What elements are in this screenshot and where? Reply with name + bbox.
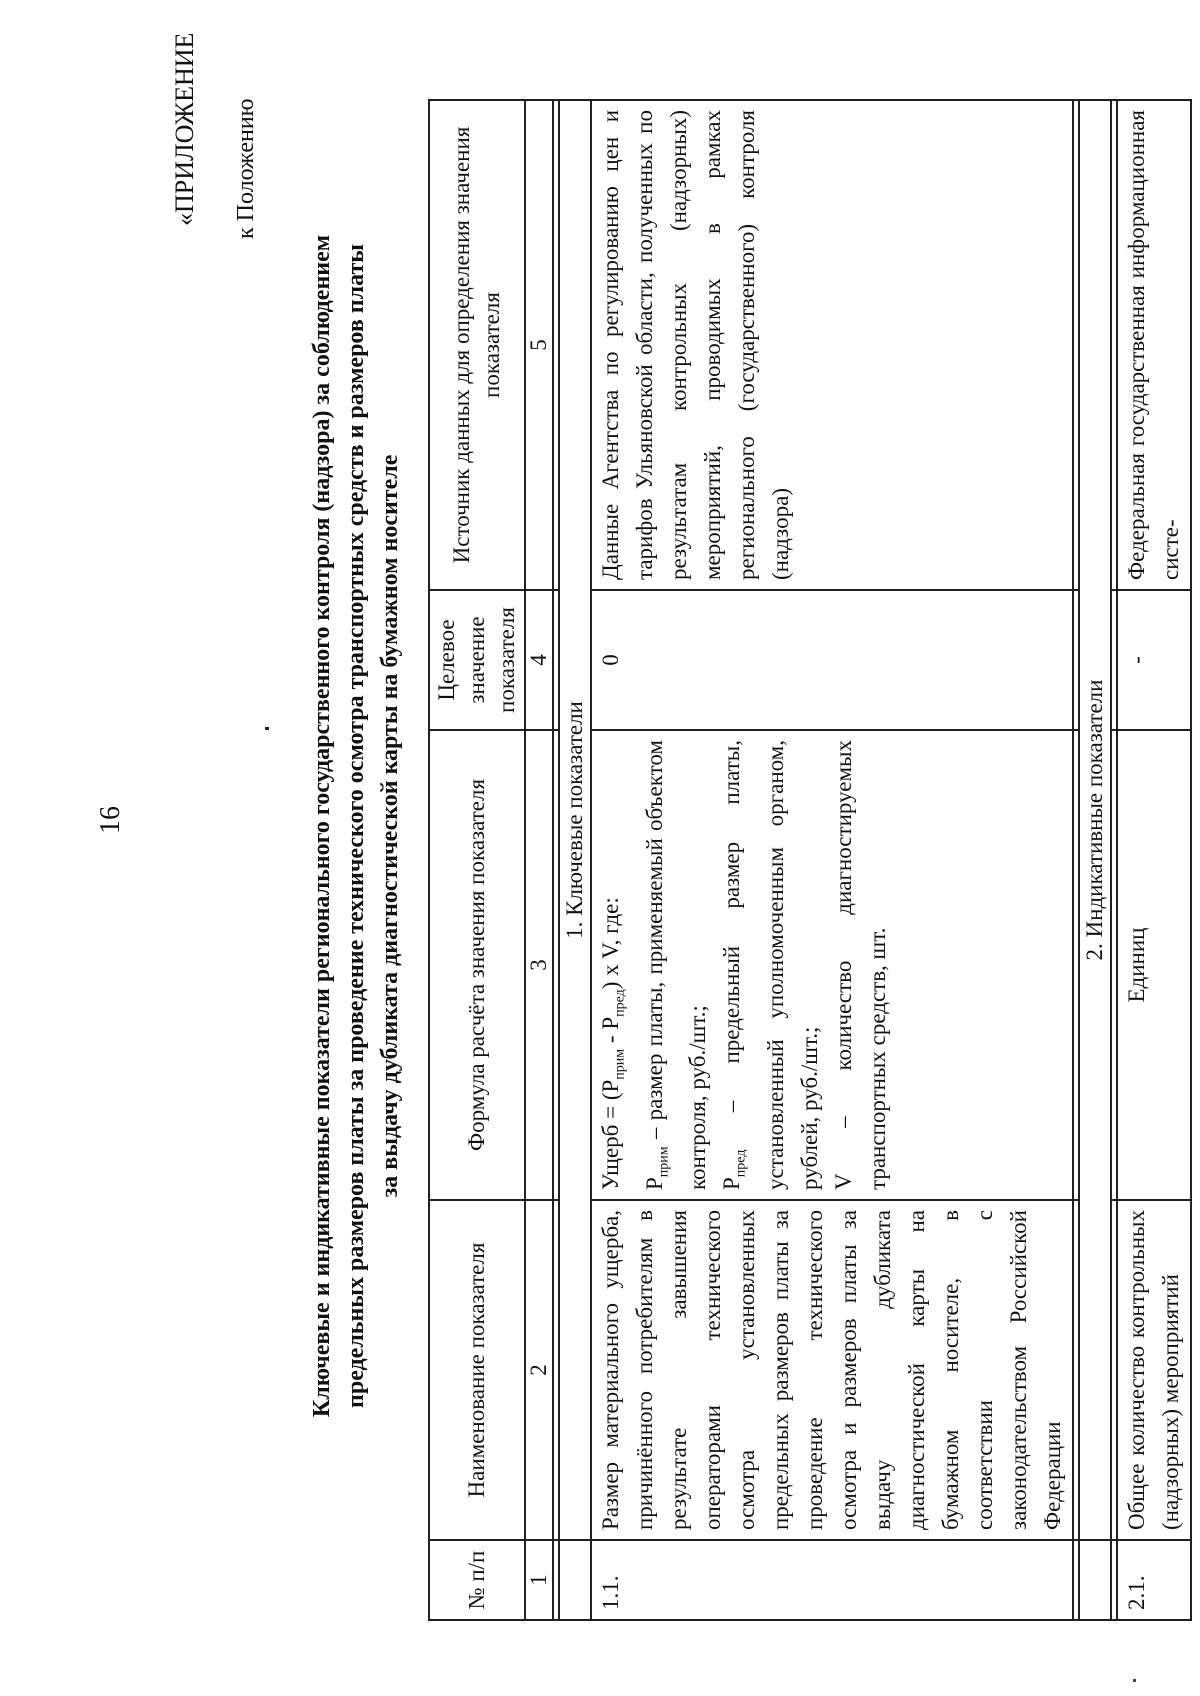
section-title: 2. Индикативные показатели [1079, 100, 1111, 1540]
section-title: 1. Ключевые показатели [559, 100, 591, 1540]
table-header-row [429, 100, 525, 1620]
row-target: - [1117, 590, 1191, 730]
row-source: Данные Агентства по регулированию цен и тарифов Ульяновской области, полученных по результатам контрольных (надзорных) мероприятий, проводимых в рамках регионального (государственного) контроля (надзора) [591, 100, 1073, 590]
column-number: 5 [525, 100, 553, 590]
page-number: 16 [95, 806, 126, 834]
table-row [591, 100, 1073, 1620]
title-line: Ключевые и индикативные показатели регионального государственного контроля (надзора) за соблюдением [309, 234, 335, 1418]
column-numbers-row [525, 100, 553, 1620]
section-spacer-cell [1079, 1540, 1111, 1620]
column-number: 3 [525, 730, 553, 1200]
annex-subtitle: к Положению [233, 98, 259, 239]
formula-term-pred: $P_{пред}$ – предельный размер платы, установленный уполномоченным органом, рублей, руб./шт.; [719, 740, 822, 1190]
column-number: 2 [525, 1200, 553, 1540]
row-target: 0 [591, 590, 1073, 730]
row-formula [591, 730, 1073, 1200]
row-source: Федеральная государственная информационная систе- [1117, 100, 1191, 590]
scan-speck [1133, 1679, 1136, 1682]
header-target: Целевое значение показателя [429, 590, 525, 730]
title-line: предельных размеров платы за проведение технического осмотра транспортных средств и размеров платы [343, 244, 369, 1408]
section-row [559, 100, 591, 1620]
column-number: 4 [525, 590, 553, 730]
scan-speck [265, 727, 269, 730]
header-formula: Формула расчёта значения показателя [429, 730, 525, 1200]
formula-equation: Ущерб = $(P_{прим} - P_{пред})$ x V, где: [598, 897, 628, 1190]
indicators-table [428, 99, 1192, 1621]
row-name: Размер материального ущерба, причинённого потребителям в результате завышения операторами технического осмотра установленных предельных размеров платы за проведение технического осмотра и размеров платы за выдачу дубликата диагностической карты на бумажном носителе, в соответствии с законодательством Российской Федерации [591, 1200, 1073, 1540]
header-name: Наименование показателя [429, 1200, 525, 1540]
document-title [305, 206, 407, 1446]
row-num: 2.1. [1117, 1540, 1191, 1620]
formula-term-prim: $P_{прим}$ – размер платы, применяемый объектом контроля, руб./шт.; [641, 740, 711, 1190]
title-line: за выдачу дубликата диагностической карты на бумажном носителе [377, 454, 403, 1198]
row-num: 1.1. [591, 1540, 1073, 1620]
annex-title: «ПРИЛОЖЕНИЕ [170, 32, 199, 226]
formula-term-v: V – количество диагностируемых транспортных средств, шт. [830, 740, 890, 1190]
section-spacer-cell [559, 1540, 591, 1620]
table-row [1117, 100, 1191, 1620]
header-num: № п/п [429, 1540, 525, 1620]
row-formula: Единиц [1117, 730, 1191, 1200]
header-source: Источник данных для определения значения показателя [429, 100, 525, 590]
column-number: 1 [525, 1540, 553, 1620]
row-name: Общее количество контрольных (надзорных) мероприятий [1117, 1200, 1191, 1540]
section-row [1079, 100, 1111, 1620]
